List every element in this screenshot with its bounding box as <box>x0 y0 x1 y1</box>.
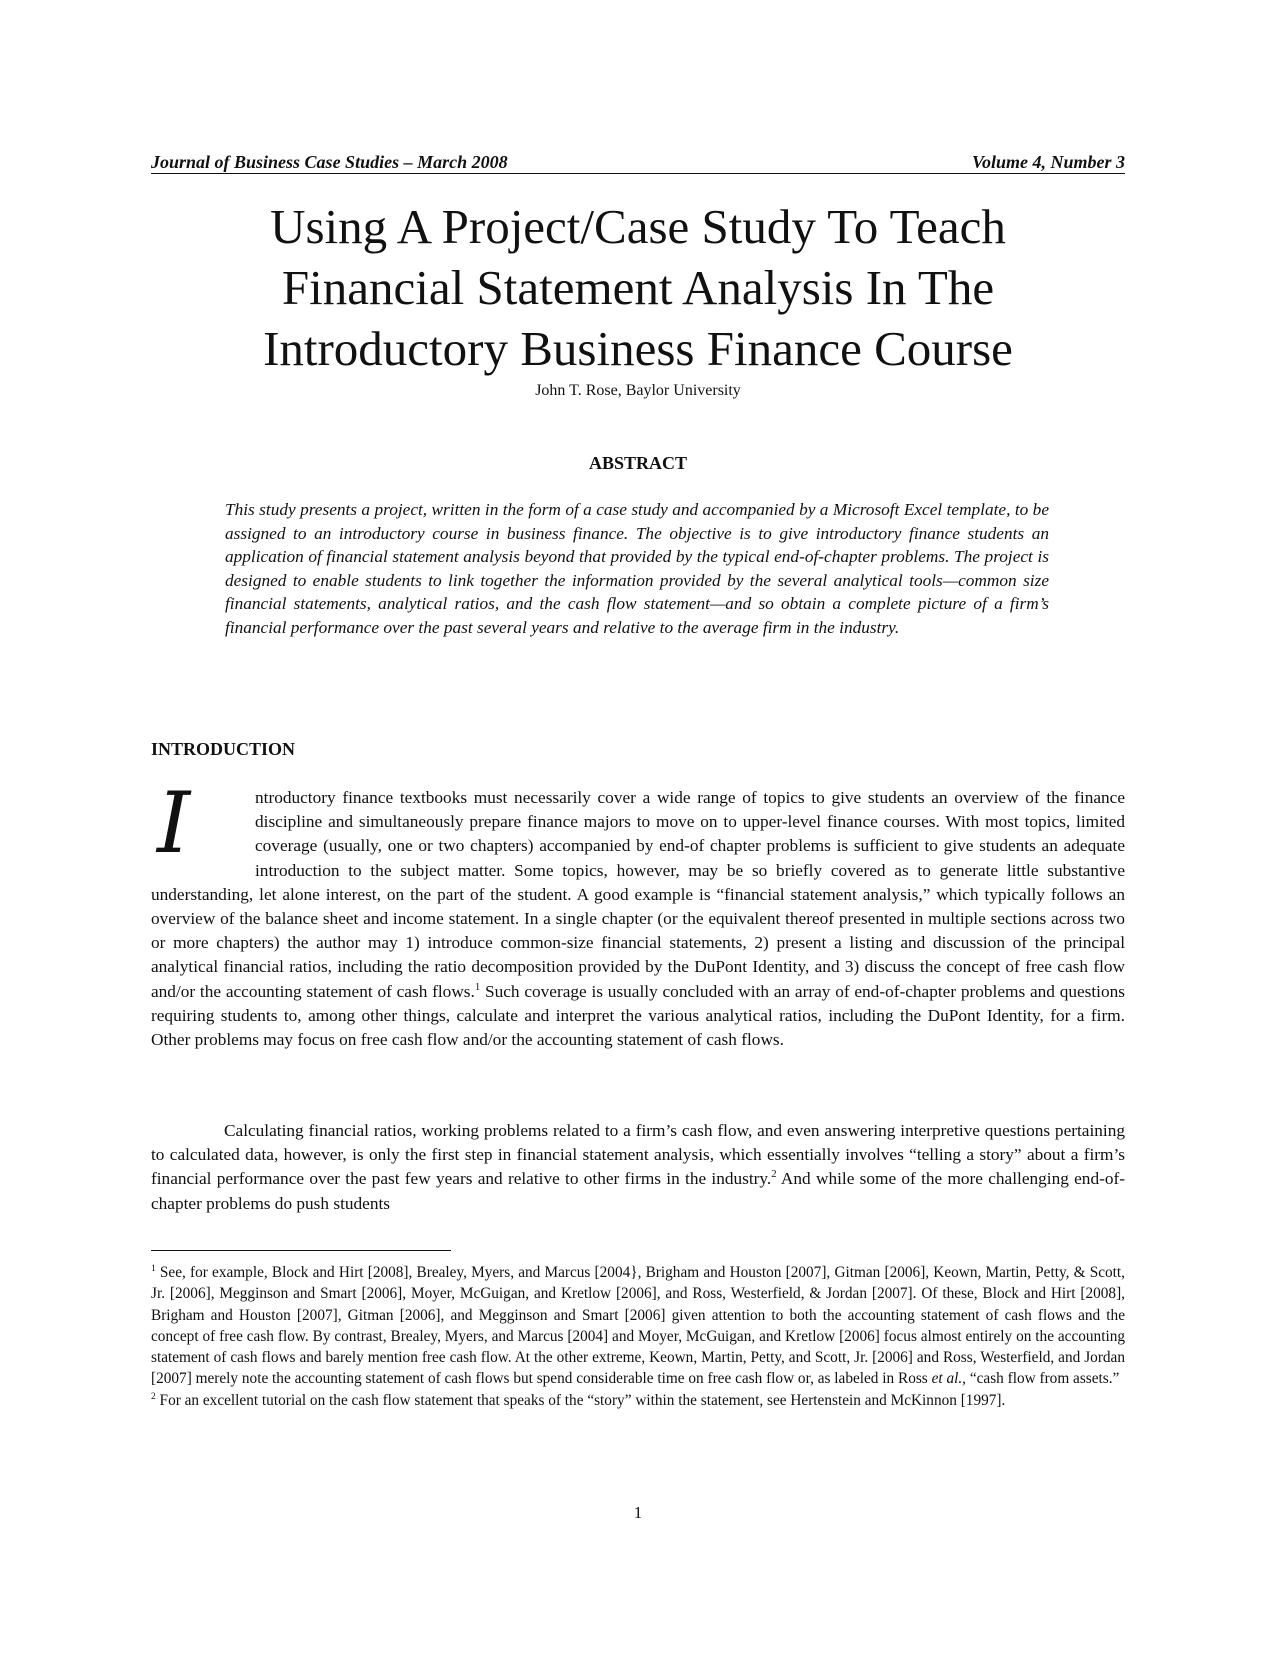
footnote-ref-1[interactable]: 1 <box>474 980 481 993</box>
author-line: John T. Rose, Baylor University <box>535 382 741 399</box>
footnote-2-text: For an excellent tutorial on the cash flow statement that speaks of the “story” within the statement, see Hertenstein and McKinnon [1997]. <box>155 1391 1006 1409</box>
footnote-1 <box>151 1262 1125 1390</box>
paragraph-1-text: ntroductory finance textbooks must necessarily cover a wide range of topics to give students an overview of the finance discipline and simultaneously prepare finance majors to move on to upper-level finance courses. With most topics, limited coverage (usually, one or two chapters) accompanied by end-of chapter problems is sufficient to give students an adequate introduction to the subject matter. Some topics, however, may be so briefly covered as to generate little substantive understanding, let alone interest, on the part of the student. A good example is “financial statement analysis,” which typically follows an overview of the balance sheet and income statement. In a single chapter (or the equivalent thereof presented in multiple sections across two or more chapters) the author may 1) introduce common-size financial statements, 2) present a listing and discussion of the principal analytical financial ratios, including the ratio decomposition provided by the DuPont Identity, and 3) discuss the concept of free cash flow and/or the accounting statement of cash flows. <box>151 788 1125 1001</box>
footnotes <box>151 1262 1125 1411</box>
title-line-1: Using A Project/Case Study To Teach <box>270 199 1006 254</box>
introduction-heading: INTRODUCTION <box>151 739 296 759</box>
abstract-text: This study presents a project, written in the form of a case study and accompanied by a Microsoft Excel template, to be assigned to an introductory course in business finance. The objective is to give introductory finance students an application of financial statement analysis beyond that provided by the typical end-of-chapter problems. The project is designed to enable students to link together the information provided by the several analytical tools—common size financial statements, analytical ratios, and the cash flow statement—and so obtain a complete picture of a firm’s financial performance over the past several years and relative to the average firm in the industry. <box>225 500 1049 637</box>
footnote-separator <box>151 1250 451 1251</box>
journal-name: Journal of Business Case Studies – March 2008 <box>151 152 508 172</box>
introduction-paragraph-2 <box>151 1119 1125 1216</box>
footnote-1-mark: 1 <box>151 1263 156 1274</box>
paragraph-1-continued: Such coverage is usually concluded with an array of end-of-chapter problems and questions requiring students to, among other things, calculate and interpret the various analytical ratios, including the DuPont Identity, for a firm. Other problems may focus on free cash flow and/or the accounting statement of cash flows. <box>151 981 1125 1050</box>
paper-title <box>151 196 1125 379</box>
title-line-3: Introductory Business Finance Course <box>263 321 1013 376</box>
paragraph-2-continued: And while some of the more challenging end-of-chapter problems do push students <box>151 1169 1125 1213</box>
footnote-2 <box>151 1390 1125 1411</box>
footnote-2-mark: 2 <box>151 1391 156 1402</box>
drop-cap-letter: I <box>157 774 191 872</box>
paragraph-2-text: Calculating financial ratios, working problems related to a firm’s cash flow, and even answering interpretive questions pertaining to calculated data, however, is only the first step in financial statement analysis, which essentially involves “telling a story” about a firm’s financial performance over the past few years and relative to other firms in the industry. <box>151 1121 1125 1189</box>
abstract-heading: ABSTRACT <box>588 453 688 473</box>
footnote-1-text-a: See, for example, Block and Hirt [2008], Brealey, Myers, and Marcus [2004}, Brigham and Houston [2007], Gitman [2006], Keown, Martin, Petty, & Scott, Jr. [2006], Megginson and Smart [2006], Moyer, McGuigan, and Kretlow [2006], and Ross, Westerfield, & Jordan [2007]. Of these, Block and Hirt [2008], Brigham and Houston [2007], Gitman [2006], and Megginson and Smart [2006] given attention to both the accounting statement of cash flows and the concept of free cash flow. By contrast, Brealey, Myers, and Marcus [2004] and Moyer, McGuigan, and Kretlow [2006] focus almost entirely on the accounting statement of cash flows and barely mention free cash flow. At the other extreme, Keown, Martin, Petty, and Scott, Jr. [2006] and Ross, Westerfield, and Jordan [2007] merely note the accounting statement of cash flows but spend considerable time on free cash flow or, as labeled in Ross <box>151 1264 1125 1388</box>
footnote-ref-2[interactable]: 2 <box>771 1168 777 1181</box>
title-line-2: Financial Statement Analysis In The <box>281 260 995 315</box>
footnote-1-italic: et al. <box>931 1370 963 1388</box>
volume-number: Volume 4, Number 3 <box>971 152 1125 172</box>
running-header <box>151 151 1125 174</box>
footnote-1-text-b: , “cash flow from assets.” <box>962 1370 1120 1388</box>
introduction-paragraph-1 <box>151 774 1125 1052</box>
page-number: 1 <box>633 1503 643 1522</box>
